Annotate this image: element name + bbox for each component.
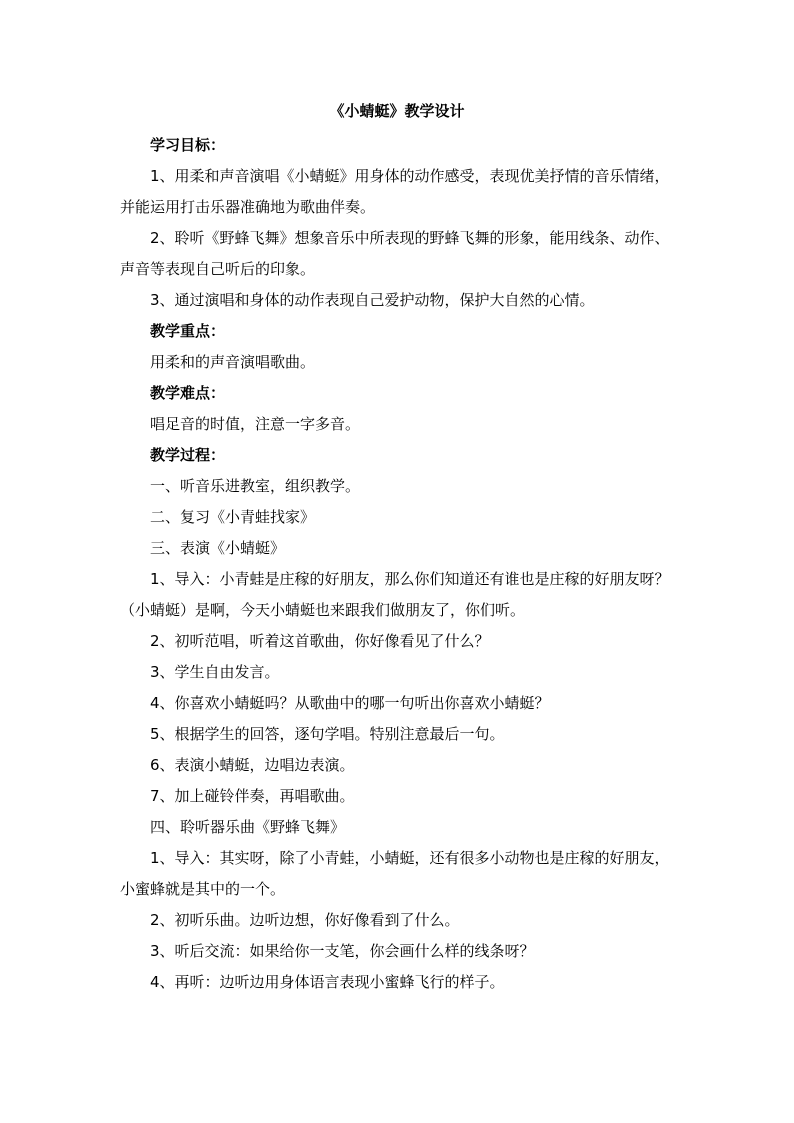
process-step: 2、初听范唱，听着这首歌曲，你好像看见了什么？ [150, 632, 490, 650]
process-step: 6、表演小蜻蜓，边唱边表演。 [150, 756, 355, 774]
process-step: 7、加上碰铃伴奏，再唱歌曲。 [150, 787, 355, 805]
process-step: 2、初听乐曲。边听边想，你好像看到了什么。 [150, 911, 460, 929]
key-point-text: 用柔和的声音演唱歌曲。 [150, 353, 316, 371]
process-step: 4、再听：边听边用身体语言表现小蜜蜂飞行的样子。 [150, 973, 505, 991]
process-step: 3、听后交流：如果给你一支笔，你会画什么样的线条呀？ [150, 942, 535, 960]
process-heading: 教学过程： [150, 446, 226, 464]
objective-item: 1、用柔和声音演唱《小蜻蜓》用身体的动作感受，表现优美抒情的音乐情绪，并能运用打击乐器准确地为歌曲伴奏。 [120, 167, 670, 216]
process-step: 4、你喜欢小蜻蜓吗？从歌曲中的哪一句听出你喜欢小蜻蜓？ [150, 694, 550, 712]
difficulty-text: 唱足音的时值，注意一字多音。 [150, 415, 361, 433]
process-step: 一、听音乐进教室，组织教学。 [150, 477, 361, 495]
process-step: 四、聆听器乐曲《野蜂飞舞》 [150, 818, 346, 836]
key-point-heading: 教学重点： [150, 322, 226, 340]
process-step: 5、根据学生的回答，逐句学唱。特别注意最后一句。 [150, 725, 505, 743]
process-step: 1、导入：小青蛙是庄稼的好朋友，那么你们知道还有谁也是庄稼的好朋友呀？（小蜻蜓）是啊，今天小蜻蜓也来跟我们做朋友了，你们听。 [120, 570, 670, 619]
objective-item: 3、通过演唱和身体的动作表现自己爱护动物，保护大自然的心情。 [150, 291, 595, 309]
process-step: 二、复习《小青蛙找家》 [150, 508, 316, 526]
objectives-heading: 学习目标： [150, 136, 226, 154]
document-title: 《小蜻蜓》教学设计 [329, 102, 465, 120]
difficulty-heading: 教学难点： [150, 384, 226, 402]
process-step: 3、学生自由发言。 [150, 663, 280, 681]
process-step: 三、表演《小蜻蜓》 [150, 539, 286, 557]
process-step: 1、导入：其实呀，除了小青蛙，小蜻蜓，还有很多小动物也是庄稼的好朋友，小蜜蜂就是其中的一个。 [120, 849, 670, 898]
document-body [120, 130, 676, 998]
objective-item: 2、聆听《野蜂飞舞》想象音乐中所表现的野蜂飞舞的形象，能用线条、动作、声音等表现自己听后的印象。 [120, 229, 670, 278]
